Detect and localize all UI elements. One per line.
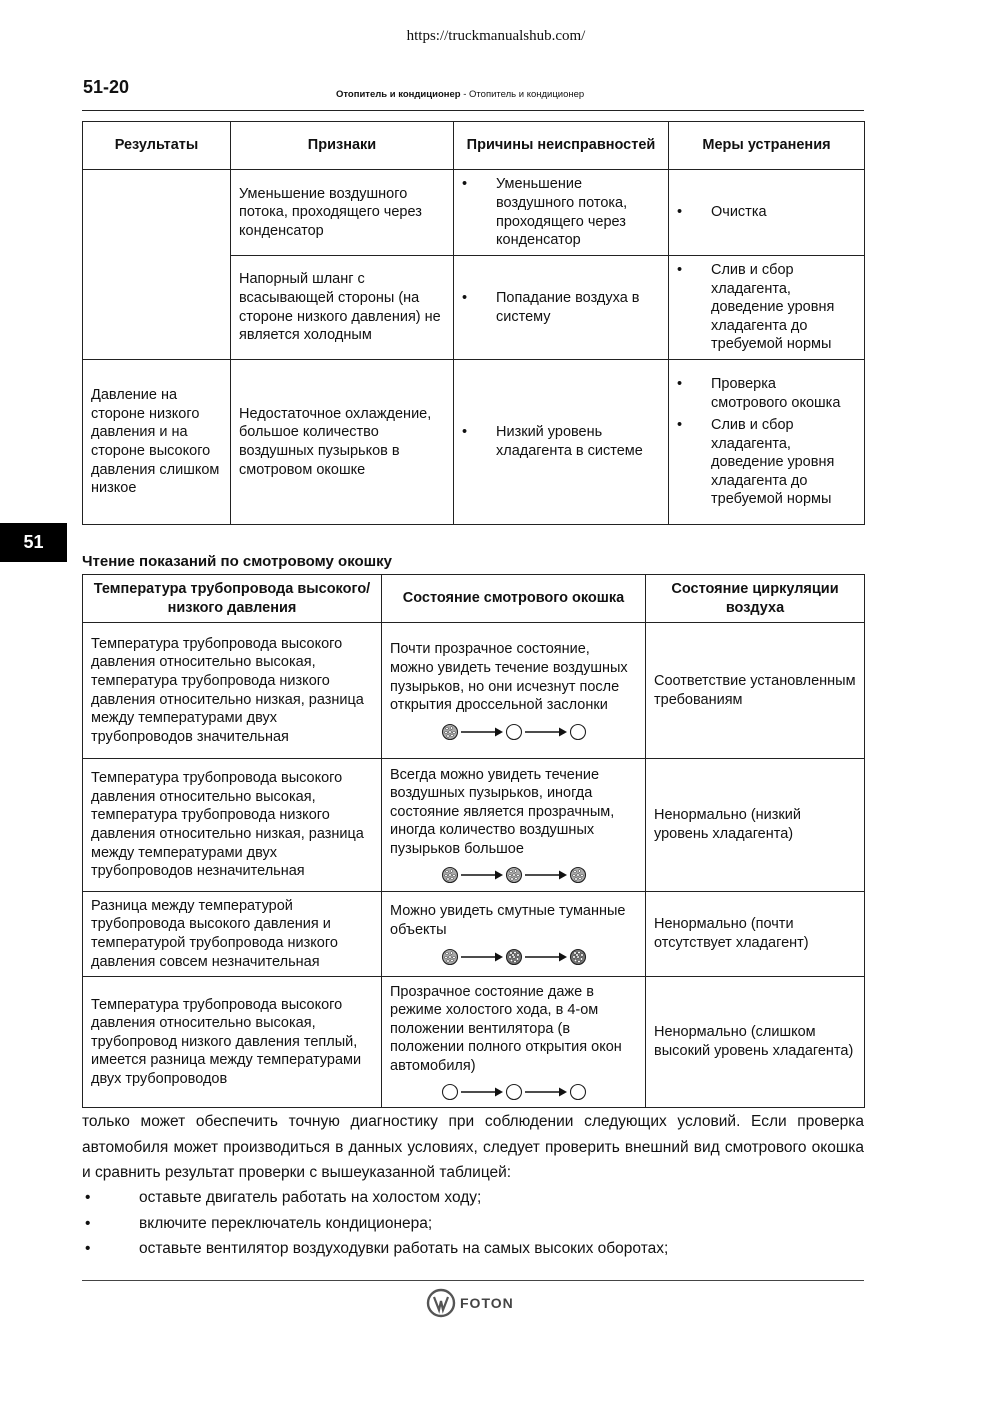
circulation-cell: Ненормально (низкий уровень хладагента)	[646, 759, 865, 892]
header-normal: Отопитель и кондиционер	[469, 89, 585, 100]
arrow-right-icon	[459, 726, 505, 738]
running-header	[336, 89, 584, 100]
remedy-cell	[669, 170, 865, 256]
sight-glass-bubbles-icon	[505, 866, 523, 884]
source-url[interactable]: https://truckmanualshub.com/	[406, 28, 586, 44]
cause-cell	[454, 256, 669, 360]
temperature-cell: Температура трубопровода высокого давления относительно высокая, температура трубопровода низкого давления относительно низкая, разница между температурами двух трубопроводов незначительная	[83, 759, 382, 892]
body-paragraph: только может обеспечить точную диагностику при соблюдении следующих условий. Если проверка автомобиля может производиться в данных условиях, следует проверить внешний вид смотрового окошка и сравнить результат проверки с вышеуказанной таблицей:	[82, 1113, 864, 1181]
window-state-cell	[382, 892, 646, 977]
circulation-cell: Ненормально (почти отсутствует хладагент)	[646, 892, 865, 977]
table-row	[83, 759, 865, 892]
arrow-right-icon	[459, 951, 505, 963]
foton-logo	[426, 1288, 514, 1318]
remedy-cell	[669, 256, 865, 360]
sight-glass-table	[82, 574, 865, 1108]
temperature-cell: Температура трубопровода высокого давления относительно высокая, трубопровод низкого давления теплый, имеется разница между температурами двух трубопроводов	[83, 977, 382, 1108]
cause-cell	[454, 170, 669, 256]
arrow-right-icon	[523, 951, 569, 963]
header-sep: -	[460, 89, 470, 100]
symptom-cell: Напорный шланг с всасывающей стороны (на стороне низкого давления) не является холодным	[231, 256, 454, 360]
sight-glass-bubbles-icon	[441, 723, 459, 741]
result-cell: Давление на стороне низкого давления и на стороне высокого давления слишком низкое	[83, 360, 231, 525]
cause-item: • Низкий уровень хладагента в системе	[462, 423, 660, 460]
table-row	[83, 977, 865, 1108]
header-bold: Отопитель и кондиционер	[336, 89, 461, 100]
circulation-cell: Соответствие установленным требованиям	[646, 623, 865, 759]
list-item: • оставьте вентилятор воздуходувки работать на самых высоких оборотах;	[82, 1236, 864, 1262]
table-row	[83, 892, 865, 977]
table-header-row	[83, 122, 865, 170]
chapter-tab: 51	[0, 523, 67, 562]
cause-item: • Попадание воздуха в систему	[462, 289, 660, 326]
sight-glass-dense-icon	[569, 948, 587, 966]
symptom-cell: Уменьшение воздушного потока, проходящего через конденсатор	[231, 170, 454, 256]
cause-item: • Уменьшение воздушного потока, проходящего через конденсатор	[462, 175, 660, 249]
bubble-flow-diagram	[390, 948, 637, 966]
col-header-results: Результаты	[83, 122, 231, 170]
bubble-flow-diagram	[390, 866, 637, 884]
arrow-right-icon	[459, 1086, 505, 1098]
circulation-cell: Ненормально (слишком высокий уровень хладагента)	[646, 977, 865, 1108]
header-rule	[82, 110, 864, 111]
arrow-right-icon	[459, 869, 505, 881]
cause-cell	[454, 360, 669, 525]
remedy-item: • Слив и сбор хладагента, доведение уровня хладагента до требуемой нормы	[677, 261, 856, 354]
window-state-cell	[382, 977, 646, 1108]
troubleshooting-table	[82, 121, 865, 525]
sight-glass-bubbles-icon	[441, 866, 459, 884]
list-item: • оставьте двигатель работать на холостом ходу;	[82, 1185, 864, 1211]
sight-glass-bubbles-icon	[569, 866, 587, 884]
window-state-text: Почти прозрачное состояние, можно увидеть течение воздушных пузырьков, но они исчезнут после открытия дроссельной заслонки	[390, 641, 628, 714]
bubble-flow-diagram	[390, 723, 637, 741]
list-item: • включите переключатель кондиционера;	[82, 1211, 864, 1237]
condition-list	[82, 1185, 864, 1262]
sight-glass-clear-icon	[505, 1083, 523, 1101]
col-header-temperature: Температура трубопровода высокого/низкого давления	[83, 575, 382, 623]
window-state-cell	[382, 759, 646, 892]
sight-glass-clear-icon	[569, 723, 587, 741]
temperature-cell: Разница между температурой трубопровода высокого давления и температурой трубопровода низкого давления совсем незначительная	[83, 892, 382, 977]
sight-glass-clear-icon	[569, 1083, 587, 1101]
sight-glass-bubbles-icon	[441, 948, 459, 966]
sight-glass-dense-icon	[505, 948, 523, 966]
col-header-remedies: Меры устранения	[669, 122, 865, 170]
remedy-item: • Очистка	[677, 203, 856, 222]
result-cell-empty	[83, 170, 231, 360]
arrow-right-icon	[523, 726, 569, 738]
logo-text: FOTON	[460, 1295, 514, 1311]
arrow-right-icon	[523, 1086, 569, 1098]
col-header-symptoms: Признаки	[231, 122, 454, 170]
col-header-window-state: Состояние смотрового окошка	[382, 575, 646, 623]
remedy-item: • Слив и сбор хладагента, доведение уровня хладагента до требуемой нормы	[677, 416, 856, 509]
col-header-causes: Причины неисправностей	[454, 122, 669, 170]
footer-rule	[82, 1280, 864, 1281]
window-state-text: Всегда можно увидеть течение воздушных пузырьков, иногда состояние является прозрачным, иногда количество воздушных пузырьков большое	[390, 766, 615, 857]
col-header-circulation: Состояние циркуляции воздуха	[646, 575, 865, 623]
arrow-right-icon	[523, 869, 569, 881]
temperature-cell: Температура трубопровода высокого давления относительно высокая, температура трубопровода низкого давления относительно низкая, разница между температурами двух трубопроводов значительная	[83, 623, 382, 759]
table-row	[83, 360, 865, 525]
section-title: Чтение показаний по смотровому окошку	[82, 553, 393, 570]
foton-emblem-icon	[426, 1288, 456, 1318]
window-state-text: Прозрачное состояние даже в режиме холостого хода, в 4-ом положении вентилятора (в положении полного открытия окон автомобиля)	[390, 983, 622, 1074]
sight-glass-clear-icon	[441, 1083, 459, 1101]
remedy-cell	[669, 360, 865, 525]
sight-glass-clear-icon	[505, 723, 523, 741]
table-header-row	[83, 575, 865, 623]
window-state-cell	[382, 623, 646, 759]
window-state-text: Можно увидеть смутные туманные объекты	[390, 903, 626, 938]
remedy-item: • Проверка смотрового окошка	[677, 375, 856, 412]
page-number: 51-20	[83, 77, 130, 97]
table-row	[83, 623, 865, 759]
symptom-cell: Недостаточное охлаждение, большое количество воздушных пузырьков в смотровом окошке	[231, 360, 454, 525]
bubble-flow-diagram	[390, 1083, 637, 1101]
table-row	[83, 170, 865, 256]
